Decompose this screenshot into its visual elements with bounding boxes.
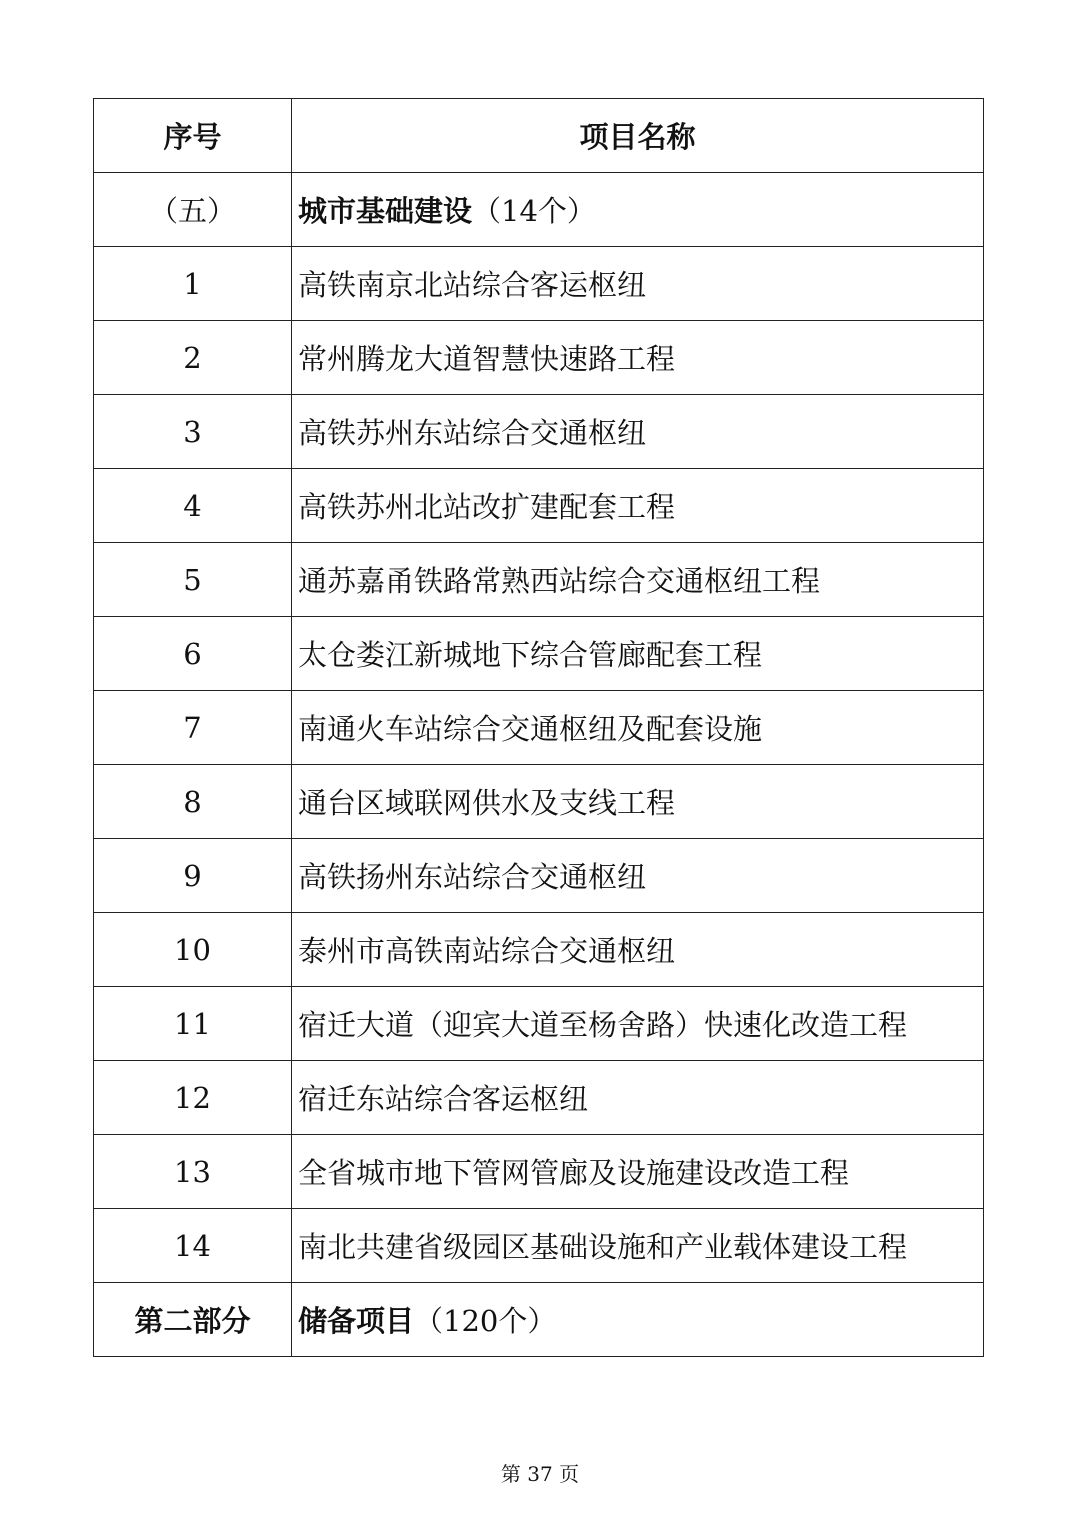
project-table (93, 98, 984, 1357)
row-serial-number: 14 (94, 1209, 292, 1283)
table-row (94, 1209, 984, 1283)
part-row-reserve-projects (94, 1283, 984, 1357)
table-row (94, 1135, 984, 1209)
header-serial-number: 序号 (94, 99, 292, 173)
row-project-name: 高铁苏州北站改扩建配套工程 (292, 469, 984, 543)
table-row (94, 765, 984, 839)
table-row (94, 469, 984, 543)
row-project-name: 宿迁东站综合客运枢纽 (292, 1061, 984, 1135)
part-count: （120个） (414, 1304, 557, 1338)
row-project-name: 高铁南京北站综合客运枢纽 (292, 247, 984, 321)
row-serial-number: 10 (94, 913, 292, 987)
table-row (94, 691, 984, 765)
table-row (94, 617, 984, 691)
row-project-name: 高铁扬州东站综合交通枢纽 (292, 839, 984, 913)
section-number-text: （五） (148, 194, 236, 228)
part-number: 第二部分 (94, 1283, 292, 1357)
row-project-name: 通苏嘉甬铁路常熟西站综合交通枢纽工程 (292, 543, 984, 617)
row-serial-number: 11 (94, 987, 292, 1061)
row-serial-number: 13 (94, 1135, 292, 1209)
row-serial-number: 2 (94, 321, 292, 395)
row-project-name: 常州腾龙大道智慧快速路工程 (292, 321, 984, 395)
header-project-name: 项目名称 (292, 99, 984, 173)
row-serial-number: 3 (94, 395, 292, 469)
table-row (94, 543, 984, 617)
table-row (94, 839, 984, 913)
table-row (94, 321, 984, 395)
table-row (94, 913, 984, 987)
part-title-cell (292, 1283, 984, 1357)
table-row (94, 987, 984, 1061)
table-row (94, 247, 984, 321)
section-number (94, 173, 292, 247)
table-row (94, 395, 984, 469)
row-project-name: 南通火车站综合交通枢纽及配套设施 (292, 691, 984, 765)
section-count: （14个） (472, 194, 596, 228)
row-serial-number: 4 (94, 469, 292, 543)
section-row-urban-infrastructure (94, 173, 984, 247)
row-serial-number: 7 (94, 691, 292, 765)
row-project-name: 太仓娄江新城地下综合管廊配套工程 (292, 617, 984, 691)
row-project-name: 高铁苏州东站综合交通枢纽 (292, 395, 984, 469)
part-title: 储备项目 (298, 1304, 415, 1338)
row-project-name: 南北共建省级园区基础设施和产业载体建设工程 (292, 1209, 984, 1283)
row-serial-number: 12 (94, 1061, 292, 1135)
page-number: 第 37 页 (500, 1462, 580, 1486)
row-serial-number: 8 (94, 765, 292, 839)
row-serial-number: 1 (94, 247, 292, 321)
row-serial-number: 9 (94, 839, 292, 913)
table-row (94, 1061, 984, 1135)
row-serial-number: 5 (94, 543, 292, 617)
section-title-cell (292, 173, 984, 247)
table-header-row (94, 99, 984, 173)
row-project-name: 泰州市高铁南站综合交通枢纽 (292, 913, 984, 987)
row-project-name: 宿迁大道（迎宾大道至杨舍路）快速化改造工程 (292, 987, 984, 1061)
row-project-name: 通台区域联网供水及支线工程 (292, 765, 984, 839)
section-title: 城市基础建设 (298, 194, 473, 228)
row-serial-number: 6 (94, 617, 292, 691)
row-project-name: 全省城市地下管网管廊及设施建设改造工程 (292, 1135, 984, 1209)
